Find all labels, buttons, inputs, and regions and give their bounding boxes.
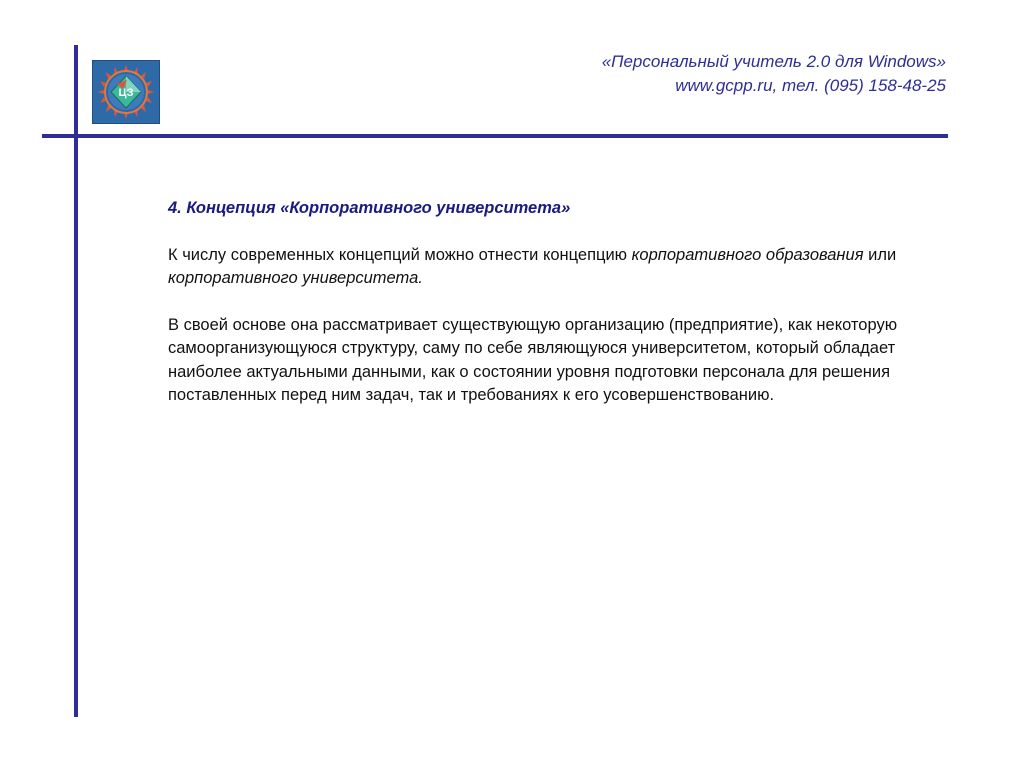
vertical-divider [74, 45, 78, 717]
svg-text:ЦЗ: ЦЗ [118, 87, 134, 99]
section-heading: 4. Концепция «Корпоративного университета» [168, 199, 571, 217]
paragraph-1-italic-a: корпоративного образования [631, 245, 864, 264]
paragraph-1-text-a: К числу современных концепций можно отнести концепцию [168, 245, 632, 264]
header [602, 50, 946, 98]
company-logo-icon [93, 61, 159, 123]
paragraph-1 [168, 244, 928, 291]
header-title: «Персональный учитель 2.0 для Windows» [601, 52, 946, 71]
header-contact: www.gcpp.ru, тел. (095) 158-48-25 [675, 76, 946, 95]
paragraph-2: В своей основе она рассматривает существующую организацию (предприятие), как некоторую самоорганизующуюся структуру, саму по себе являющуюся университетом, который обладает наиболее актуальными данными, как о состоянии уровня подготовки персонала для решения поставленных перед ним задач, так и требованиях к его усовершенствованию. [168, 315, 898, 404]
company-logo [92, 60, 160, 124]
main-content [168, 197, 928, 431]
paragraph-1-italic-b: корпоративного университета. [168, 269, 423, 287]
paragraph-1-text-b: или [863, 245, 897, 264]
horizontal-divider [42, 134, 948, 138]
